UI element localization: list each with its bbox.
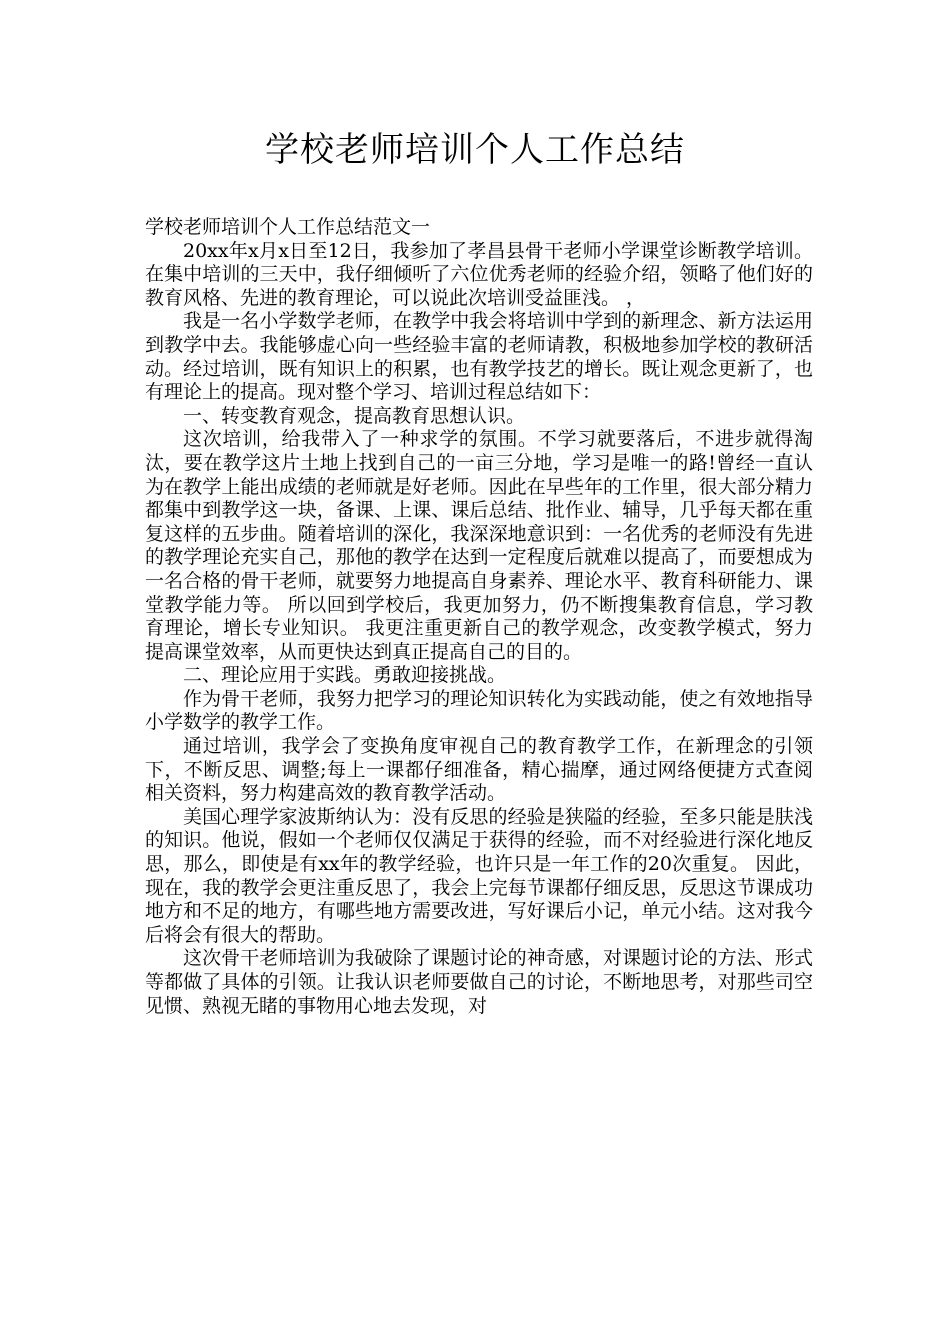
paragraph: 这次培训，给我带入了一种求学的氛围。不学习就要落后，不进步就得淘汰，要在教学这片土地上找到自己的一亩三分地，学习是唯一的路!曾经一直认为在教学上能出成绩的老师就是好老师。因此在早些年的工作里，很大部分精力都集中到教学这一块，备课、上课、课后总结、批作业、辅导，几乎每天都在重复这样的五步曲。随着培训的深化，我深深地意识到：一名优秀的老师没有先进的教学理论充实自己，那他的教学在达到一定程度后就难以提高了，而要想成为一名合格的骨干老师，就要努力地提高自身素养、理论水平、教育科研能力、课堂教学能力等。 所以回到学校后，我更加努力，仍不断搜集教育信息，学习教育理论，增长专业知识。 我更注重更新自己的教学观念，改变教学模式，努力提高课堂效率，从而更快达到真正提高自己的目的。 — [145, 428, 813, 663]
paragraph: 通过培训，我学会了变换角度审视自己的教育教学工作，在新理念的引领下，不断反思、调整;每上一课都仔细准备，精心揣摩，通过网络便捷方式查阅相关资料，努力构建高效的教育教学活动。 — [145, 735, 813, 805]
section-heading: 一、转变教育观念，提高教育思想认识。 — [183, 404, 526, 427]
paragraph: 20xx年x月x日至12日，我参加了孝昌县骨干老师小学课堂诊断教学培训。在集中培训的三天中，我仔细倾听了六位优秀老师的经验介绍，领略了他们好的教育风格、先进的教育理论，可以说此次培训受益匪浅。 ， — [145, 239, 813, 309]
paragraph: 我是一名小学数学老师，在教学中我会将培训中学到的新理念、新方法运用到教学中去。我能够虚心向一些经验丰富的老师请教，积极地参加学校的教研活动。经过培训，既有知识上的积累，也有教学技艺的增长。既让观念更新了，也有理论上的提高。现对整个学习、培训过程总结如下： — [145, 310, 813, 404]
paragraph: 这次骨干老师培训为我破除了课题讨论的神奇感，对课题讨论的方法、形式等都做了具体的引领。让我认识老师要做自己的讨论，不断地思考，对那些司空见惯、熟视无睹的事物用心地去发现，对 — [145, 947, 813, 1017]
paragraph: 作为骨干老师，我努力把学习的理论知识转化为实践动能，使之有效地指导小学数学的教学工作。 — [145, 687, 813, 734]
section-heading: 二、理论应用于实践。勇敢迎接挑战。 — [183, 664, 507, 687]
document-title: 学校老师培训个人工作总结 — [265, 130, 685, 170]
paragraph: 美国心理学家波斯纳认为：没有反思的经验是狭隘的经验，至多只能是肤浅的知识。他说，假如一个老师仅仅满足于获得的经验，而不对经验进行深化地反思，那么，即使是有xx年的教学经验，也许只是一年工作的20次重复。 因此，现在，我的教学会更注重反思了，我会上完每节课都仔细反思，反思这节课成功地方和不足的地方，有哪些地方需要改进，写好课后小记，单元小结。这对我今后将会有很大的帮助。 — [145, 805, 813, 946]
document-subtitle: 学校老师培训个人工作总结范文一 — [145, 216, 431, 238]
document-body — [145, 216, 813, 1018]
